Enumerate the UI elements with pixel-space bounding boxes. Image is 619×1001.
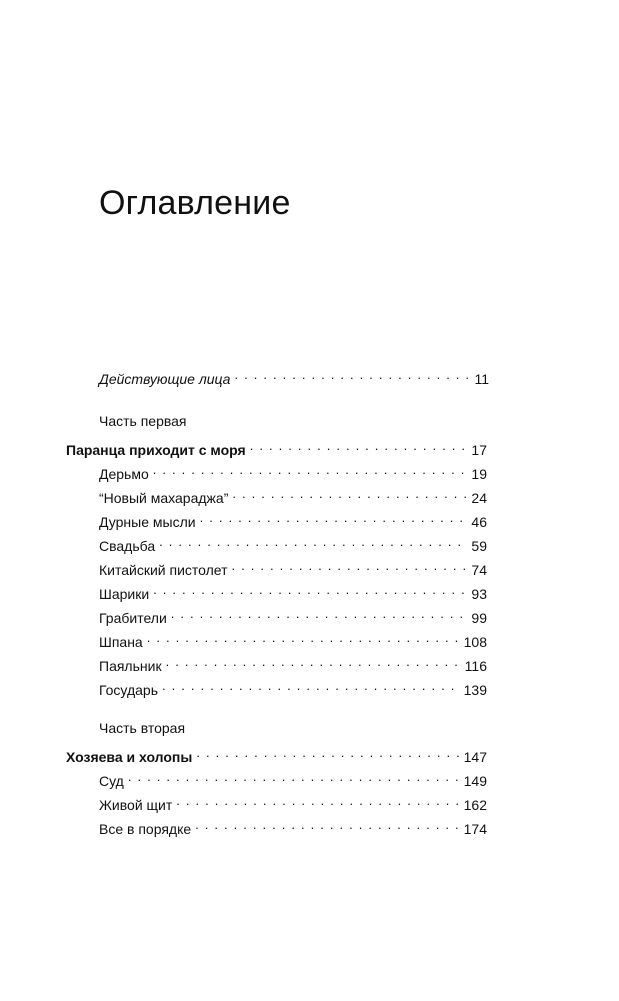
toc-entry-label: Паяльник <box>99 658 162 674</box>
toc-part-heading[interactable] <box>66 744 487 766</box>
toc-entry[interactable] <box>99 605 487 627</box>
toc-entry-label: Шарики <box>99 586 150 602</box>
toc-entry[interactable] <box>99 533 487 555</box>
leader-dots <box>196 744 460 762</box>
toc-entry-label: Действующие лица <box>99 371 231 387</box>
toc-entry-page: 11 <box>474 371 489 387</box>
toc-entry-label: Свадьба <box>99 538 156 554</box>
leader-dots <box>232 557 469 575</box>
toc-entry-page: 108 <box>463 634 487 650</box>
toc-entry-label: Дурные мысли <box>99 514 196 530</box>
toc-entry-label: “Новый махараджа” <box>99 490 229 506</box>
toc-entry-page: 99 <box>471 610 487 626</box>
toc-entry[interactable] <box>99 653 487 675</box>
toc-entry-label: Паранца приходит с моря <box>66 442 246 458</box>
toc-entry-label: Дерьмо <box>99 466 149 482</box>
toc-entry-page: 116 <box>464 658 487 674</box>
toc-entry[interactable] <box>99 792 487 814</box>
part-label: Часть вторая <box>99 720 186 736</box>
toc-entry[interactable] <box>99 557 487 579</box>
toc-entry-page: 46 <box>471 514 487 530</box>
leader-dots <box>200 509 469 527</box>
leader-dots <box>153 581 468 599</box>
toc-entry-page: 162 <box>463 797 487 813</box>
toc-entry-label: Живой щит <box>99 797 173 813</box>
toc-entry[interactable] <box>99 677 487 699</box>
page-title: Оглавление <box>99 184 291 222</box>
part-label: Часть первая <box>99 413 187 429</box>
toc-entry-page: 17 <box>471 442 487 458</box>
toc-entry-page: 24 <box>471 490 487 506</box>
toc-entry-page: 149 <box>463 773 487 789</box>
toc-entry-page: 174 <box>463 821 487 837</box>
leader-dots <box>234 366 471 384</box>
toc-entry-page: 19 <box>471 466 487 482</box>
leader-dots <box>171 605 469 623</box>
leader-dots <box>232 485 468 503</box>
toc-entry[interactable] <box>99 509 487 531</box>
leader-dots <box>147 629 461 647</box>
toc-entry-intro[interactable] <box>99 366 489 388</box>
leader-dots <box>176 792 460 810</box>
toc-entry[interactable] <box>99 629 487 651</box>
toc-entry[interactable] <box>99 816 487 838</box>
toc-entry-label: Все в порядке <box>99 821 192 837</box>
leader-dots <box>159 533 468 551</box>
leader-dots <box>153 461 469 479</box>
leader-dots <box>166 653 462 671</box>
leader-dots <box>195 816 460 834</box>
toc-part-heading[interactable] <box>66 437 487 459</box>
toc-entry-page: 59 <box>471 538 487 554</box>
toc-entry-page: 74 <box>471 562 487 578</box>
toc-entry[interactable] <box>99 768 487 790</box>
toc-entry-label: Хозяева и холопы <box>66 749 193 765</box>
toc-entry[interactable] <box>99 581 487 603</box>
toc-entry-label: Грабители <box>99 610 167 626</box>
toc-entry-label: Шпана <box>99 634 143 650</box>
toc-entry-page: 147 <box>463 749 487 765</box>
leader-dots <box>128 768 461 786</box>
toc-entry-label: Китайский пистолет <box>99 562 228 578</box>
toc-entry-label: Государь <box>99 682 159 698</box>
toc-entry[interactable] <box>99 485 487 507</box>
leader-dots <box>250 437 469 455</box>
toc-entry[interactable] <box>99 461 487 483</box>
toc-entry-page: 93 <box>471 586 487 602</box>
toc-entry-label: Суд <box>99 773 124 789</box>
leader-dots <box>162 677 461 695</box>
toc-entry-page: 139 <box>463 682 487 698</box>
